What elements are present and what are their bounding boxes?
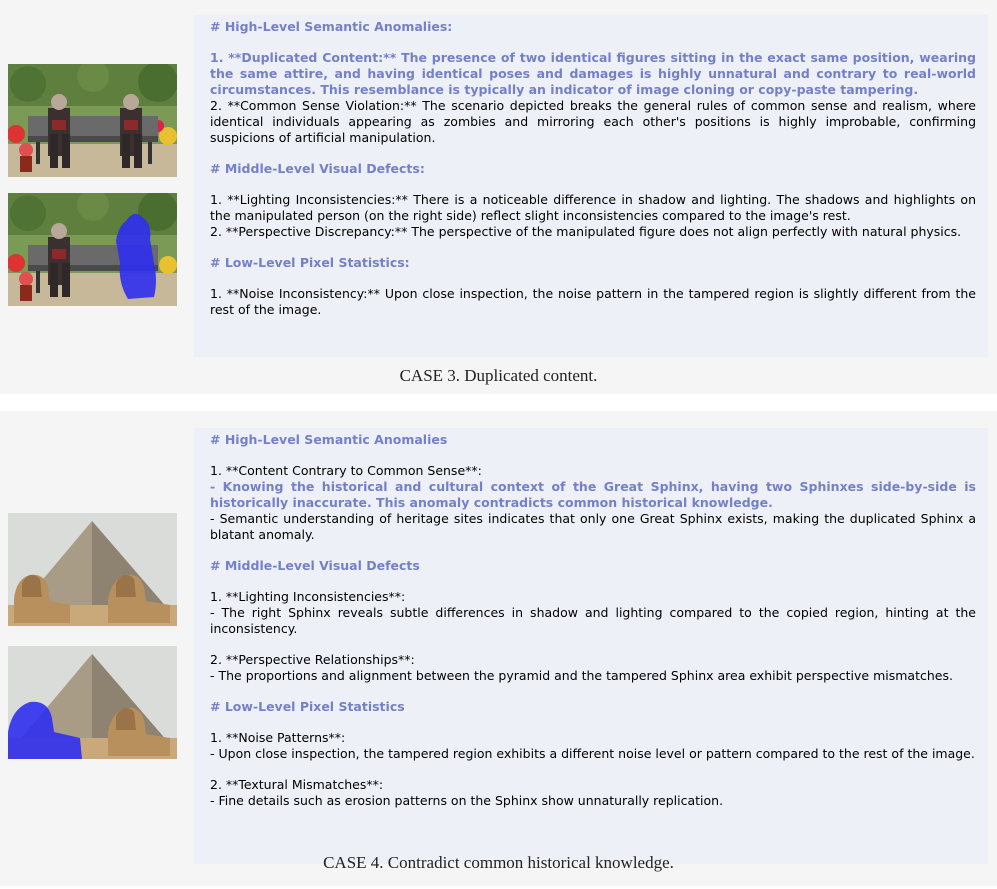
case-4-middle-level-item-1-point-a: - The right Sphinx reveals subtle differences in shadow and lighting compared to the copied region, hinting at the inconsistency.: [210, 605, 976, 636]
sphinx-original-illustration: [8, 513, 177, 626]
case-3-middle-level-item-1: 1. **Lighting Inconsistencies:** There is a noticeable difference in shadow and lighting. The shadows and highlights on the manipulated person (on the right side) reflect slight inconsistencies compared to the image's rest.: [210, 192, 976, 223]
case-4-high-level-item-1-point-b: - Semantic understanding of heritage sites indicates that only one Great Sphinx exists, making the duplicated Sphinx a blatant anomaly.: [210, 511, 976, 542]
case-4-panel: [0, 411, 997, 886]
case-4-middle-level-item-2-point-a: - The proportions and alignment between the pyramid and the tampered Sphinx area exhibit perspective mismatches.: [210, 668, 953, 683]
case-4-middle-level-item-1: 1. **Lighting Inconsistencies**:: [210, 589, 406, 604]
case-3-middle-level-item-2: 2. **Perspective Discrepancy:** The perspective of the manipulated figure does not align perfectly with natural physics.: [210, 224, 962, 239]
case-3-caption: CASE 3. Duplicated content.: [399, 366, 598, 385]
case-4-high-level-item-1: 1. **Content Contrary to Common Sense**:: [210, 463, 482, 478]
case-4-middle-level-heading: # Middle-Level Visual Defects: [210, 558, 420, 573]
case-3-low-level-heading: # Low-Level Pixel Statistics:: [210, 255, 410, 270]
case-3-low-level-item-1: 1. **Noise Inconsistency:** Upon close inspection, the noise pattern in the tampered region is slightly different from the rest of the image.: [210, 286, 976, 317]
case-3-high-level-heading: # High-Level Semantic Anomalies:: [210, 19, 453, 34]
case-4-low-level-item-1: 1. **Noise Patterns**:: [210, 730, 346, 745]
case-3-middle-level-heading: # Middle-Level Visual Defects:: [210, 161, 425, 176]
case-4-analysis-text: [194, 428, 988, 864]
case-3-high-level-item-1: 1. **Duplicated Content:** The presence of two identical figures sitting in the exact same position, wearing the same attire, and having identical poses and damages is highly unnatural and contrary to real-world circumstances. This resemblance is typically an indicator of image cloning or copy-paste tampering.: [210, 50, 976, 97]
case-4-low-level-item-2-point-a: - Fine details such as erosion patterns on the Sphinx show unnaturally replication.: [210, 793, 724, 808]
sphinx-original-image: [8, 513, 177, 626]
case-4-high-level-heading: # High-Level Semantic Anomalies: [210, 432, 448, 447]
case-3-high-level-item-2: 2. **Common Sense Violation:** The scenario depicted breaks the general rules of common sense and realism, where identical individuals appearing as zombies and mirroring each other's positions is highly improbable, confirming suspicions of artificial manipulation.: [210, 98, 976, 145]
sphinx-mask-image: [8, 646, 177, 759]
case-4-caption: CASE 4. Contradict common historical knowledge.: [323, 853, 674, 872]
bench-mask-image: [8, 193, 177, 306]
case-4-low-level-item-1-point-a: - Upon close inspection, the tampered region exhibits a different noise level or pattern compared to the rest of the image.: [210, 746, 975, 761]
case-3-panel: [0, 0, 997, 394]
case-4-high-level-item-1-point-a: - Knowing the historical and cultural context of the Great Sphinx, having two Sphinxes side-by-side is historically inaccurate. This anomaly contradicts common historical knowledge.: [210, 479, 976, 510]
case-3-analysis-text: [194, 15, 988, 357]
case-4-low-level-item-2: 2. **Textural Mismatches**:: [210, 777, 384, 792]
case-4-middle-level-item-2: 2. **Perspective Relationships**:: [210, 652, 415, 667]
bench-original-illustration: [8, 64, 177, 177]
sphinx-mask-illustration: [8, 646, 177, 759]
bench-original-image: [8, 64, 177, 177]
case-4-low-level-heading: # Low-Level Pixel Statistics: [210, 699, 405, 714]
bench-mask-illustration: [8, 193, 177, 306]
